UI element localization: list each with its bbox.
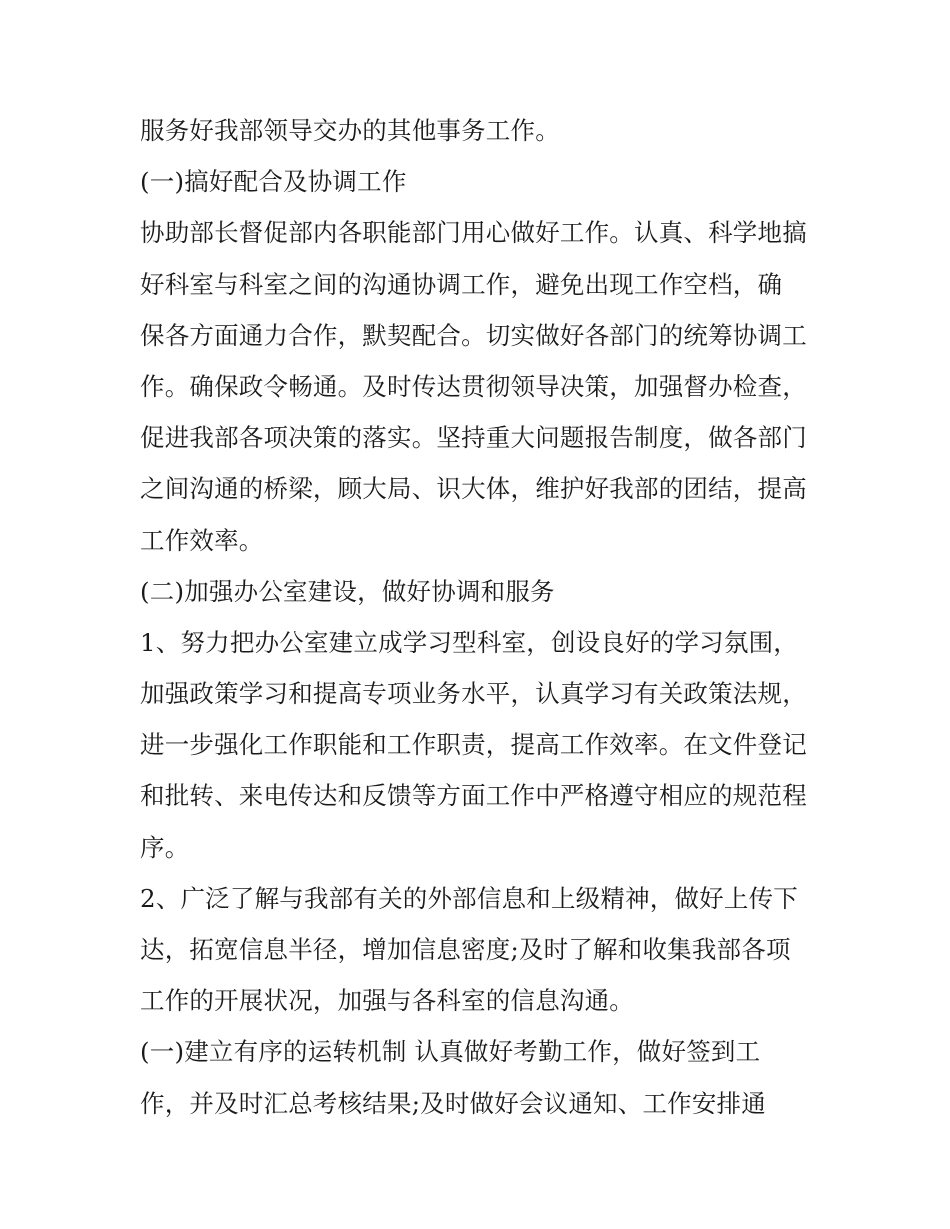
text-line: 作，并及时汇总考核结果;及时做好会议通知、工作安排通 — [140, 1088, 766, 1118]
text-line: 序。 — [140, 832, 190, 862]
text-line: 加强政策学习和提高专项业务水平，认真学习有关政策法规， — [140, 679, 807, 709]
text-line: 进一步强化工作职能和工作职责，提高工作效率。在文件登记 — [140, 730, 807, 760]
text-line: 1、努力把办公室建立成学习型科室，创设良好的学习氛围， — [140, 627, 798, 657]
text-line: 服务好我部领导交办的其他事务工作。 — [140, 116, 560, 145]
text-line: 工作效率。 — [140, 525, 264, 555]
section-heading: (一)建立有序的运转机制 认真做好考勤工作，做好签到工 — [140, 1037, 761, 1067]
section-heading: (二)加强办公室建设，做好协调和服务 — [140, 576, 555, 606]
document-body — [140, 105, 820, 1129]
text-line: 好科室与科室之间的沟通协调工作，避免出现工作空档，确 — [140, 269, 783, 299]
text-line: 工作的开展状况，加强与各科室的信息沟通。 — [140, 986, 634, 1016]
text-line: 协助部长督促部内各职能部门用心做好工作。认真、科学地搞 — [140, 218, 807, 248]
text-line: 之间沟通的桥梁，顾大局、识大体，维护好我部的团结，提高 — [140, 474, 807, 504]
text-line: 作。确保政令畅通。及时传达贯彻领导决策，加强督办检查， — [140, 371, 807, 401]
text-line: 达，拓宽信息半径，增加信息密度;及时了解和收集我部各项 — [140, 935, 791, 964]
text-line: 促进我部各项决策的落实。坚持重大问题报告制度，做各部门 — [140, 423, 807, 453]
text-line: 保各方面通力合作，默契配合。切实做好各部门的统筹协调工 — [140, 320, 807, 350]
section-heading: (一)搞好配合及协调工作 — [140, 167, 407, 197]
text-line: 2、广泛了解与我部有关的外部信息和上级精神，做好上传下 — [140, 883, 798, 913]
text-line: 和批转、来电传达和反馈等方面工作中严格遵守相应的规范程 — [140, 781, 807, 811]
